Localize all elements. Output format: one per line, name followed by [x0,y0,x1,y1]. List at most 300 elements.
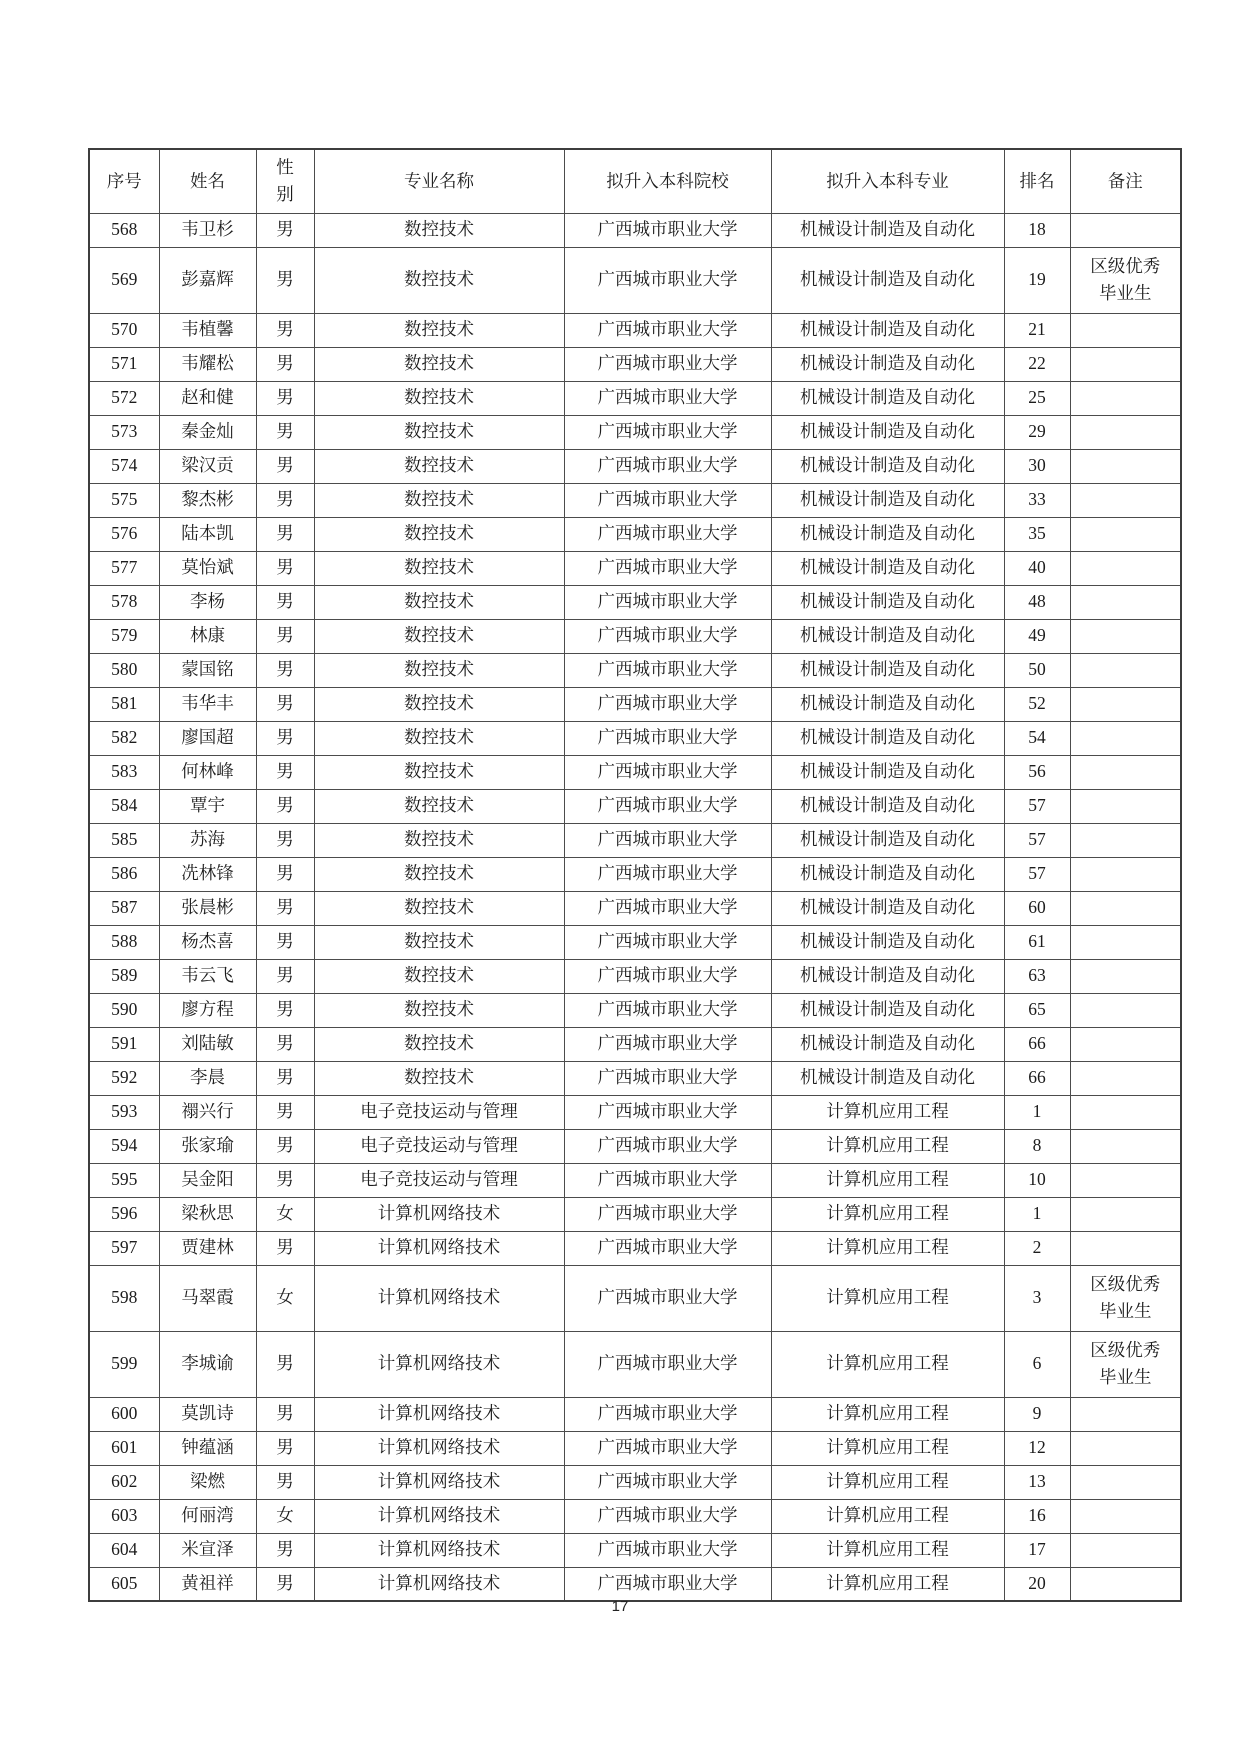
column-header: 拟升入本科院校 [564,149,771,213]
table-row [89,857,1181,891]
cell-name: 黎杰彬 [159,483,256,517]
cell-no: 582 [89,721,159,755]
cell-gender: 男 [256,585,314,619]
cell-remark [1070,449,1181,483]
table-header [89,149,1181,213]
cell-remark [1070,381,1181,415]
cell-name: 禤兴行 [159,1095,256,1129]
cell-target_major: 机械设计制造及自动化 [771,381,1004,415]
table-row [89,687,1181,721]
cell-gender: 男 [256,993,314,1027]
cell-college: 广西城市职业大学 [564,1533,771,1567]
cell-remark [1070,687,1181,721]
cell-college: 广西城市职业大学 [564,449,771,483]
cell-remark [1070,517,1181,551]
cell-remark [1070,1197,1181,1231]
cell-target_major: 计算机应用工程 [771,1465,1004,1499]
cell-major: 数控技术 [314,687,564,721]
cell-name: 张晨彬 [159,891,256,925]
table-row [89,1265,1181,1331]
cell-remark [1070,1027,1181,1061]
cell-name: 贾建林 [159,1231,256,1265]
cell-gender: 男 [256,347,314,381]
cell-rank: 20 [1004,1567,1070,1601]
cell-name: 黄祖祥 [159,1567,256,1601]
cell-remark [1070,347,1181,381]
cell-no: 592 [89,1061,159,1095]
cell-target_major: 机械设计制造及自动化 [771,449,1004,483]
cell-college: 广西城市职业大学 [564,687,771,721]
cell-gender: 男 [256,449,314,483]
cell-college: 广西城市职业大学 [564,721,771,755]
cell-major: 计算机网络技术 [314,1331,564,1397]
table-row [89,721,1181,755]
cell-name: 莫怡斌 [159,551,256,585]
cell-major: 计算机网络技术 [314,1397,564,1431]
cell-no: 586 [89,857,159,891]
cell-remark [1070,755,1181,789]
cell-rank: 12 [1004,1431,1070,1465]
cell-remark [1070,483,1181,517]
cell-remark [1070,1499,1181,1533]
table-row [89,1027,1181,1061]
cell-name: 米宣泽 [159,1533,256,1567]
cell-remark [1070,1567,1181,1601]
cell-target_major: 机械设计制造及自动化 [771,517,1004,551]
cell-no: 573 [89,415,159,449]
cell-rank: 54 [1004,721,1070,755]
cell-gender: 男 [256,1397,314,1431]
cell-target_major: 机械设计制造及自动化 [771,585,1004,619]
cell-remark [1070,1397,1181,1431]
cell-college: 广西城市职业大学 [564,857,771,891]
cell-no: 601 [89,1431,159,1465]
cell-remark [1070,925,1181,959]
table-row [89,1499,1181,1533]
cell-college: 广西城市职业大学 [564,1331,771,1397]
table-row [89,213,1181,247]
cell-major: 计算机网络技术 [314,1431,564,1465]
cell-name: 林康 [159,619,256,653]
cell-gender: 男 [256,551,314,585]
cell-gender: 男 [256,1129,314,1163]
cell-name: 杨杰喜 [159,925,256,959]
cell-gender: 男 [256,1331,314,1397]
cell-college: 广西城市职业大学 [564,789,771,823]
cell-no: 600 [89,1397,159,1431]
cell-rank: 2 [1004,1231,1070,1265]
table-row [89,653,1181,687]
cell-major: 计算机网络技术 [314,1533,564,1567]
cell-major: 数控技术 [314,959,564,993]
cell-college: 广西城市职业大学 [564,381,771,415]
cell-major: 数控技术 [314,925,564,959]
cell-no: 588 [89,925,159,959]
cell-target_major: 机械设计制造及自动化 [771,483,1004,517]
cell-rank: 19 [1004,247,1070,313]
cell-no: 579 [89,619,159,653]
column-header: 备注 [1070,149,1181,213]
cell-name: 梁汉贡 [159,449,256,483]
page-number: 17 [611,1598,629,1615]
table-row [89,483,1181,517]
cell-no: 584 [89,789,159,823]
cell-major: 数控技术 [314,993,564,1027]
cell-gender: 男 [256,619,314,653]
cell-college: 广西城市职业大学 [564,653,771,687]
cell-major: 数控技术 [314,483,564,517]
cell-no: 574 [89,449,159,483]
cell-rank: 6 [1004,1331,1070,1397]
cell-gender: 男 [256,823,314,857]
cell-major: 数控技术 [314,619,564,653]
cell-name: 廖方程 [159,993,256,1027]
cell-major: 数控技术 [314,551,564,585]
table-row [89,1465,1181,1499]
cell-rank: 3 [1004,1265,1070,1331]
cell-college: 广西城市职业大学 [564,619,771,653]
table-body [89,213,1181,1601]
cell-college: 广西城市职业大学 [564,1197,771,1231]
cell-college: 广西城市职业大学 [564,1465,771,1499]
table-row [89,1231,1181,1265]
cell-gender: 男 [256,687,314,721]
table-row [89,313,1181,347]
cell-college: 广西城市职业大学 [564,1231,771,1265]
cell-target_major: 机械设计制造及自动化 [771,619,1004,653]
cell-college: 广西城市职业大学 [564,517,771,551]
cell-target_major: 计算机应用工程 [771,1567,1004,1601]
column-header: 序号 [89,149,159,213]
cell-college: 广西城市职业大学 [564,755,771,789]
cell-gender: 男 [256,721,314,755]
cell-target_major: 计算机应用工程 [771,1431,1004,1465]
cell-rank: 56 [1004,755,1070,789]
cell-target_major: 机械设计制造及自动化 [771,347,1004,381]
cell-major: 数控技术 [314,313,564,347]
cell-name: 刘陆敏 [159,1027,256,1061]
cell-gender: 男 [256,381,314,415]
cell-college: 广西城市职业大学 [564,891,771,925]
cell-major: 数控技术 [314,381,564,415]
cell-name: 韦云飞 [159,959,256,993]
cell-college: 广西城市职业大学 [564,1163,771,1197]
cell-rank: 25 [1004,381,1070,415]
cell-no: 585 [89,823,159,857]
cell-remark [1070,415,1181,449]
cell-gender: 男 [256,925,314,959]
cell-name: 马翠霞 [159,1265,256,1331]
cell-rank: 1 [1004,1197,1070,1231]
cell-gender: 男 [256,247,314,313]
cell-target_major: 计算机应用工程 [771,1231,1004,1265]
cell-no: 576 [89,517,159,551]
table-row [89,1533,1181,1567]
cell-major: 计算机网络技术 [314,1197,564,1231]
table-row [89,619,1181,653]
cell-name: 秦金灿 [159,415,256,449]
cell-college: 广西城市职业大学 [564,1567,771,1601]
cell-college: 广西城市职业大学 [564,1499,771,1533]
cell-no: 587 [89,891,159,925]
table-row [89,1567,1181,1601]
cell-gender: 男 [256,1095,314,1129]
cell-college: 广西城市职业大学 [564,1397,771,1431]
cell-rank: 9 [1004,1397,1070,1431]
cell-major: 数控技术 [314,213,564,247]
table-row [89,891,1181,925]
table-row [89,993,1181,1027]
column-header: 性别 [256,149,314,213]
cell-target_major: 机械设计制造及自动化 [771,823,1004,857]
cell-gender: 男 [256,1061,314,1095]
cell-name: 李城谕 [159,1331,256,1397]
cell-rank: 57 [1004,823,1070,857]
cell-gender: 男 [256,1231,314,1265]
cell-no: 602 [89,1465,159,1499]
cell-target_major: 计算机应用工程 [771,1397,1004,1431]
cell-no: 591 [89,1027,159,1061]
cell-remark: 区级优秀毕业生 [1070,1265,1181,1331]
cell-rank: 30 [1004,449,1070,483]
cell-remark [1070,721,1181,755]
cell-target_major: 机械设计制造及自动化 [771,247,1004,313]
table-row [89,517,1181,551]
cell-remark [1070,959,1181,993]
table-row [89,1331,1181,1397]
cell-rank: 60 [1004,891,1070,925]
cell-major: 计算机网络技术 [314,1499,564,1533]
cell-gender: 男 [256,1163,314,1197]
cell-no: 590 [89,993,159,1027]
cell-name: 蒙国铭 [159,653,256,687]
cell-gender: 男 [256,415,314,449]
cell-remark [1070,1163,1181,1197]
cell-remark [1070,891,1181,925]
cell-major: 数控技术 [314,347,564,381]
cell-remark [1070,857,1181,891]
cell-rank: 57 [1004,857,1070,891]
cell-name: 李晨 [159,1061,256,1095]
cell-rank: 29 [1004,415,1070,449]
cell-remark [1070,1431,1181,1465]
cell-rank: 57 [1004,789,1070,823]
cell-college: 广西城市职业大学 [564,347,771,381]
cell-target_major: 机械设计制造及自动化 [771,993,1004,1027]
cell-gender: 男 [256,213,314,247]
cell-no: 571 [89,347,159,381]
cell-rank: 21 [1004,313,1070,347]
table-row [89,381,1181,415]
cell-major: 数控技术 [314,823,564,857]
cell-name: 张家瑜 [159,1129,256,1163]
cell-major: 数控技术 [314,653,564,687]
cell-remark [1070,1533,1181,1567]
cell-college: 广西城市职业大学 [564,551,771,585]
cell-remark [1070,1095,1181,1129]
cell-no: 581 [89,687,159,721]
cell-major: 数控技术 [314,1027,564,1061]
table-row [89,925,1181,959]
cell-no: 568 [89,213,159,247]
cell-college: 广西城市职业大学 [564,415,771,449]
cell-no: 596 [89,1197,159,1231]
cell-no: 578 [89,585,159,619]
cell-target_major: 机械设计制造及自动化 [771,551,1004,585]
table-row [89,1129,1181,1163]
cell-no: 599 [89,1331,159,1397]
table-row [89,1061,1181,1095]
cell-major: 计算机网络技术 [314,1231,564,1265]
graduates-table [88,148,1182,1602]
cell-target_major: 计算机应用工程 [771,1197,1004,1231]
cell-rank: 13 [1004,1465,1070,1499]
cell-target_major: 机械设计制造及自动化 [771,313,1004,347]
table-row [89,1095,1181,1129]
cell-rank: 33 [1004,483,1070,517]
cell-gender: 男 [256,1465,314,1499]
cell-major: 计算机网络技术 [314,1567,564,1601]
cell-major: 数控技术 [314,585,564,619]
cell-gender: 男 [256,653,314,687]
cell-remark [1070,619,1181,653]
cell-no: 594 [89,1129,159,1163]
cell-gender: 女 [256,1197,314,1231]
header-row [89,149,1181,213]
cell-name: 何林峰 [159,755,256,789]
cell-no: 598 [89,1265,159,1331]
cell-target_major: 机械设计制造及自动化 [771,1027,1004,1061]
cell-college: 广西城市职业大学 [564,1265,771,1331]
cell-major: 数控技术 [314,415,564,449]
cell-major: 数控技术 [314,891,564,925]
table-row [89,347,1181,381]
cell-no: 603 [89,1499,159,1533]
cell-gender: 女 [256,1499,314,1533]
cell-major: 电子竞技运动与管理 [314,1095,564,1129]
cell-major: 数控技术 [314,789,564,823]
cell-target_major: 计算机应用工程 [771,1265,1004,1331]
cell-name: 韦耀松 [159,347,256,381]
cell-target_major: 计算机应用工程 [771,1163,1004,1197]
cell-name: 韦植馨 [159,313,256,347]
table-row [89,823,1181,857]
column-header: 专业名称 [314,149,564,213]
cell-rank: 48 [1004,585,1070,619]
cell-no: 580 [89,653,159,687]
cell-name: 冼林锋 [159,857,256,891]
cell-gender: 男 [256,857,314,891]
cell-target_major: 机械设计制造及自动化 [771,213,1004,247]
cell-target_major: 计算机应用工程 [771,1533,1004,1567]
cell-name: 苏海 [159,823,256,857]
cell-college: 广西城市职业大学 [564,1129,771,1163]
cell-major: 电子竞技运动与管理 [314,1163,564,1197]
table-row [89,1431,1181,1465]
cell-gender: 男 [256,1431,314,1465]
cell-rank: 35 [1004,517,1070,551]
cell-college: 广西城市职业大学 [564,925,771,959]
cell-rank: 22 [1004,347,1070,381]
column-header: 排名 [1004,149,1070,213]
table-row [89,959,1181,993]
cell-no: 595 [89,1163,159,1197]
cell-rank: 8 [1004,1129,1070,1163]
cell-target_major: 机械设计制造及自动化 [771,857,1004,891]
cell-major: 数控技术 [314,721,564,755]
cell-college: 广西城市职业大学 [564,1061,771,1095]
cell-remark: 区级优秀毕业生 [1070,247,1181,313]
cell-college: 广西城市职业大学 [564,247,771,313]
cell-major: 计算机网络技术 [314,1465,564,1499]
cell-gender: 男 [256,891,314,925]
cell-name: 覃宇 [159,789,256,823]
cell-rank: 10 [1004,1163,1070,1197]
cell-remark [1070,653,1181,687]
cell-name: 李杨 [159,585,256,619]
cell-gender: 女 [256,1265,314,1331]
table-row [89,1197,1181,1231]
cell-rank: 61 [1004,925,1070,959]
cell-target_major: 计算机应用工程 [771,1331,1004,1397]
cell-college: 广西城市职业大学 [564,959,771,993]
cell-no: 597 [89,1231,159,1265]
cell-no: 575 [89,483,159,517]
cell-gender: 男 [256,483,314,517]
cell-remark [1070,1231,1181,1265]
cell-name: 廖国超 [159,721,256,755]
cell-rank: 18 [1004,213,1070,247]
cell-target_major: 机械设计制造及自动化 [771,789,1004,823]
cell-college: 广西城市职业大学 [564,313,771,347]
cell-major: 计算机网络技术 [314,1265,564,1331]
cell-rank: 17 [1004,1533,1070,1567]
cell-no: 589 [89,959,159,993]
table-row [89,1397,1181,1431]
cell-college: 广西城市职业大学 [564,483,771,517]
cell-remark [1070,585,1181,619]
cell-major: 数控技术 [314,1061,564,1095]
cell-remark [1070,789,1181,823]
cell-college: 广西城市职业大学 [564,1027,771,1061]
cell-college: 广西城市职业大学 [564,1431,771,1465]
cell-college: 广西城市职业大学 [564,585,771,619]
cell-no: 583 [89,755,159,789]
cell-major: 数控技术 [314,517,564,551]
table-row [89,1163,1181,1197]
cell-rank: 65 [1004,993,1070,1027]
cell-target_major: 机械设计制造及自动化 [771,687,1004,721]
cell-remark [1070,823,1181,857]
cell-target_major: 机械设计制造及自动化 [771,755,1004,789]
cell-gender: 男 [256,313,314,347]
cell-no: 570 [89,313,159,347]
cell-no: 605 [89,1567,159,1601]
cell-remark [1070,551,1181,585]
cell-rank: 16 [1004,1499,1070,1533]
cell-target_major: 计算机应用工程 [771,1095,1004,1129]
cell-target_major: 机械设计制造及自动化 [771,959,1004,993]
cell-target_major: 机械设计制造及自动化 [771,721,1004,755]
cell-major: 电子竞技运动与管理 [314,1129,564,1163]
cell-gender: 男 [256,517,314,551]
cell-no: 593 [89,1095,159,1129]
cell-remark [1070,1129,1181,1163]
cell-major: 数控技术 [314,857,564,891]
cell-name: 钟蕴涵 [159,1431,256,1465]
cell-rank: 63 [1004,959,1070,993]
cell-target_major: 计算机应用工程 [771,1499,1004,1533]
